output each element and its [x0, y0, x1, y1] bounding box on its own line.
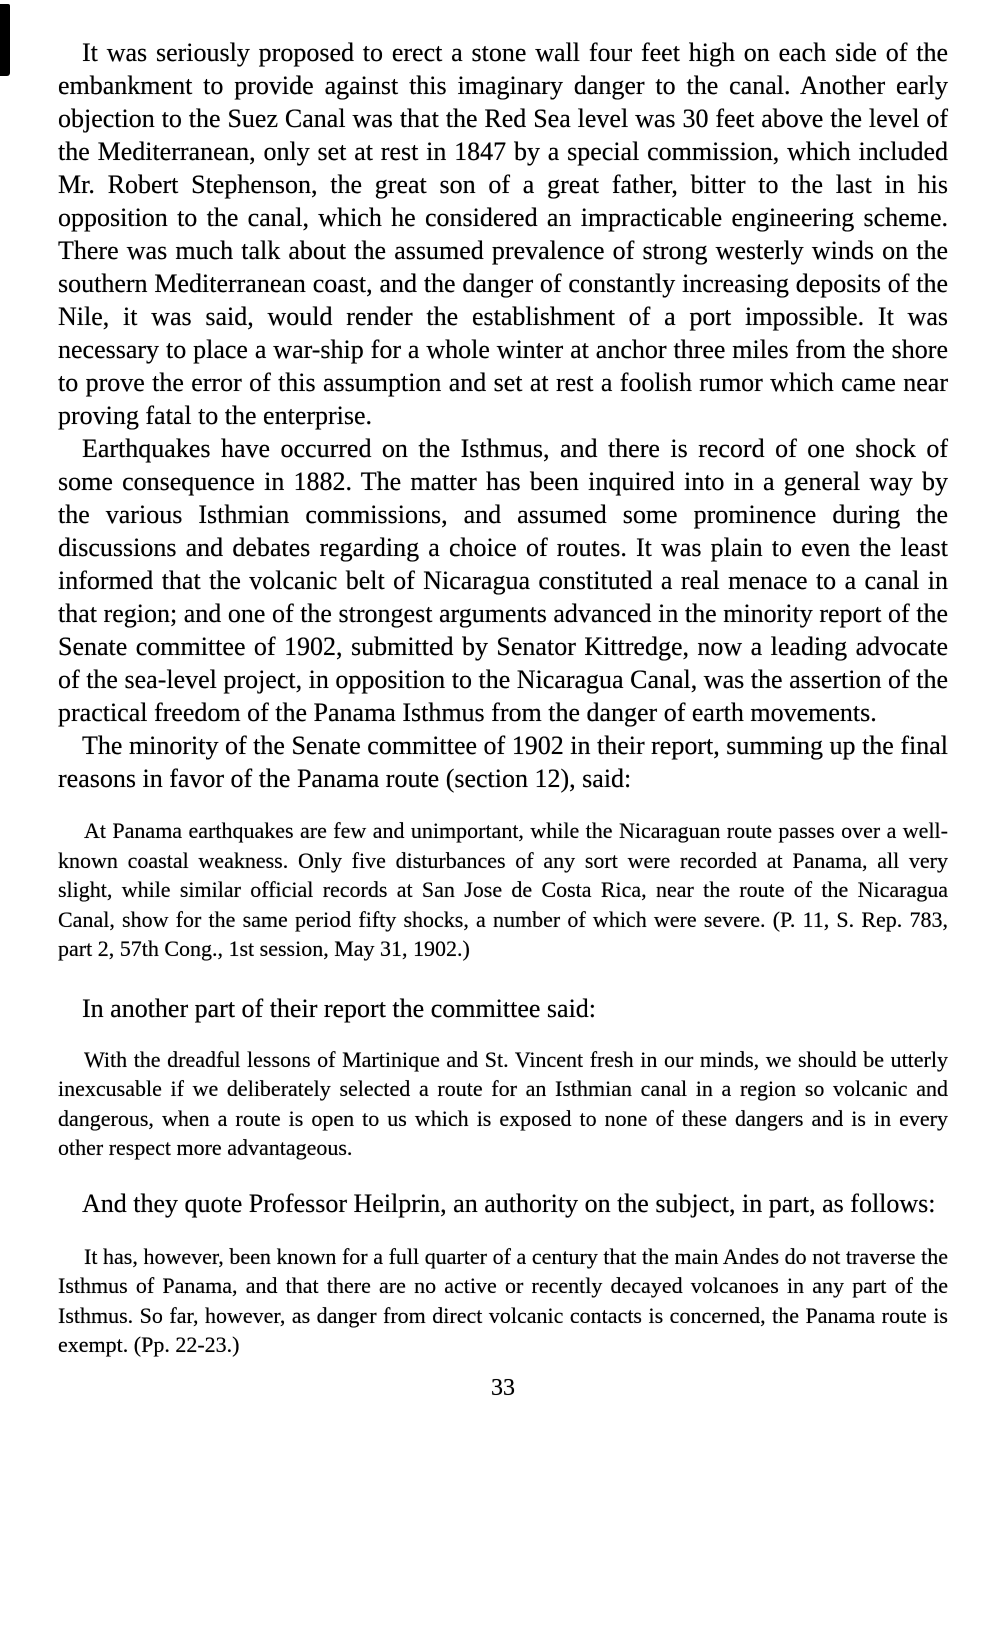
scan-edge-artifact	[0, 4, 10, 76]
page-number: 33	[491, 1374, 515, 1401]
blockquote-heilprin-andes: It has, however, been known for a full quarter of a century that the main Andes do not traverse the Isthmus of Panama, and that there are no active or recently decayed volcanoes in any part of the Isthmus. So far, however, as danger from direct volcanic contacts is concerned, the Panama route is exempt. (Pp. 22-23.)	[58, 1243, 948, 1357]
paragraph-suez-objections: It was seriously proposed to erect a stone wall four feet high on each side of the embankment to provide against this imaginary danger to the canal. Another early objection to the Suez Canal was that the Red Sea level was 30 feet above the level of the Mediterranean, only set at rest in 1847 by a special commission, which included Mr. Robert Stephenson, the great son of a great father, bitter to the last in his opposition to the canal, which he considered an impracticable engineering scheme. There was much talk about the assumed prevalence of strong westerly winds on the southern Mediterranean coast, and the danger of constantly increasing deposits of the Nile, it was said, would render the establishment of a port impossible. It was necessary to place a war-ship for a whole winter at anchor three miles from the shore to prove the error of this assumption and set at rest a foolish rumor which came near proving fatal to the enterprise.	[58, 38, 948, 430]
blockquote-senate-minority-report: At Panama earthquakes are few and unimportant, while the Nicaraguan route passes over a well-known coastal weakness. Only five disturbances of any sort were recorded at Panama, all very slight, while similar official records at San Jose de Costa Rica, near the route of the Nicaragua Canal, show for the same period fifty shocks, a number of which were severe. (P. 11, S. Rep. 783, part 2, 57th Cong., 1st session, May 31, 1902.)	[58, 818, 948, 961]
paragraph-earthquakes-isthmus: Earthquakes have occurred on the Isthmus, and there is record of one shock of some consequence in 1882. The matter has been inquired into in a general way by the various Isthmian commissions, and assumed some prominence during the discussions and debates regarding a choice of routes. It was plain to even the least informed that the volcanic belt of Nicaragua constituted a real menace to a canal in that region; and one of the strongest arguments advanced in the minority report of the Senate committee of 1902, submitted by Senator Kittredge, now a leading advocate of the sea-level project, in opposition to the Nicaragua Canal, was the assertion of the practical freedom of the Panama Isthmus from the danger of earth movements.	[58, 434, 948, 727]
paragraph-committee-said-intro: In another part of their report the committee said:	[82, 993, 597, 1023]
blockquote-martinique-lessons: With the dreadful lessons of Martinique and St. Vincent fresh in our minds, we should be utterly inexcusable if we deliberately selected a route for an Isthmian canal in a region so volcanic and dangerous, when a route is open to us which is exposed to none of these dangers and is in every other respect more advantageous.	[58, 1046, 948, 1160]
paragraph-minority-report-intro: The minority of the Senate committee of 1902 in their report, summing up the final reasons in favor of the Panama route (section 12), said:	[58, 731, 948, 793]
paragraph-heilprin-intro: And they quote Professor Heilprin, an authority on the subject, in part, as follows:	[82, 1188, 936, 1218]
